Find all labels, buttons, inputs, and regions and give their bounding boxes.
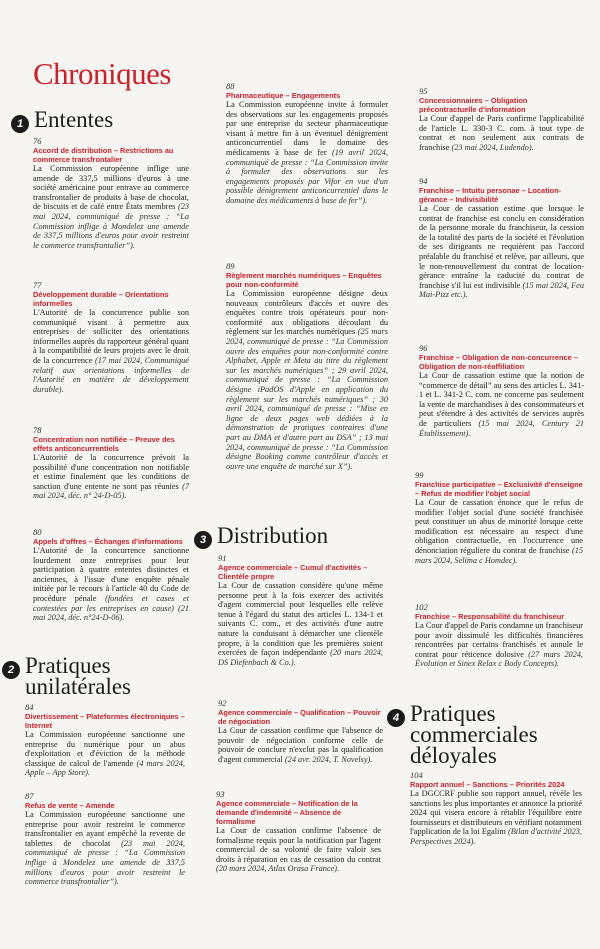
entry-number: 78: [33, 425, 42, 435]
entry-77: [33, 280, 189, 394]
entry-102: [415, 602, 583, 669]
entry-91: [218, 553, 383, 667]
entry-number: 99: [415, 470, 424, 480]
entry-reference: (15 mai 2024, Feu Mai-Pizz etc.).: [419, 280, 585, 300]
entry-number: 76: [33, 136, 42, 146]
entry-number: 104: [410, 770, 423, 780]
entry-text: La Commission européenne sanctionne une entreprise pour avoir restreint le commerce transfrontalier en ayant empêché la revente de tablettes de chocolat: [25, 810, 185, 848]
entry-text: La Cour d'appel de Paris confirme l'applicabilité de l'article L. 330-3 C. com. à tout type de contrat et non seulement aux contrats de franchise: [419, 114, 584, 152]
entry-reference: (4 mars 2024, Apple – App Store).: [25, 758, 186, 778]
entry-number: 89: [226, 261, 235, 271]
entry-89: [226, 261, 388, 471]
entry-reference: (19 avril 2024, communiqué de presse : “La Commission invite à formuler des observations sur les engagements proposés par Vifor en vue d'un possible dénigrement anticoncurrentiel dans le domaine des médicaments à base de fer”).: [226, 147, 389, 205]
entry-title: Rapport annuel – Sanctions – Priorités 2024: [410, 780, 565, 789]
entry-title: Accord de distribution – Restrictions au commerce transfrontalier: [33, 146, 174, 164]
entry-reference: (20 mars 2024, Atlas Orasa France).: [216, 864, 340, 874]
entry-88: [226, 81, 388, 206]
entry-reference: (17 mai 2024, Communiqué relatif aux orientations informelles de l'Autorité en matière de développement durable).: [33, 355, 189, 394]
entry-title: Agence commerciale – Notification de la demande d'indemnité – Absence de formalisme: [216, 799, 358, 826]
entry-title: Agence commerciale – Cumul d'activités – Clientèle propre: [218, 563, 368, 581]
entry-title: Pharmaceutique – Engagements: [226, 91, 341, 100]
entry-text: La Cour d'appel de Paris condamne un franchiseur pour avoir dissimulé les difficultés financières rencontrées par certains franchisés et annule le contrat pour réticence dolosive: [415, 621, 583, 659]
entry-number: 96: [419, 343, 428, 353]
entry-title: Concentration non notifiée – Preuve des effets anticoncurrentiels: [33, 435, 175, 453]
entry-99: [415, 470, 583, 565]
entry-84: [25, 702, 185, 778]
entry-reference: (25 mars 2024, communiqué de presse : “La Commission ouvre des enquêtes pour non-conformité contre Alphabet, Apple et Meta au titre du règlement sur les marchés numériques” ; 29 avril 2024, communiqué de presse : “La Commission désigne iPadOS d'Apple en application du règlement sur les marchés numériques” ; 30 avril 2024, communiqué de presse : “Mise en ligne de deux pages web dédiées à la démonstration de pratiques contraires d'une part au DMA et d'autre part au DSA” ; 13 mai 2024, communiqué de presse : “La Commission désigne Booking comme contrôleur d'accès et ouvre une enquête de marché sur X”).: [226, 327, 388, 471]
entry-95: [419, 86, 584, 152]
entry-number: 95: [419, 86, 428, 96]
section-ententes: [11, 109, 201, 133]
entry-number: 88: [226, 81, 235, 91]
entry-87: [25, 791, 185, 887]
section-title: Ententes: [34, 107, 114, 132]
entry-reference: (24 avr. 2024, T. Novelsy).: [284, 754, 373, 764]
entry-78: [33, 425, 189, 501]
entry-title: Règlement marchés numériques – Enquêtes pour non-conformité: [226, 271, 382, 289]
entry-text: L'Autorité de la concurrence prévoit la possibilité d'une concentration non notifiable et estime finalement que les conditions de sanction d'une entente ne sont pas réunies: [33, 453, 189, 491]
entry-text: La Cour de cassation confirme l'absence de formalisme requis pour la notification par l'agent commercial de sa volonté de faire valoir ses droits à réparation en cas de cessation du contrat: [216, 826, 381, 864]
entry-text: La Cour de cassation estime que lorsque le contrat de franchise est conclu en considération de la personne morale du franchiseur, la cession de la totalité des parts de la société et l'évolution de ses dirigeants ne requièrent pas l'accord préalable du franchisé et relève, par ailleurs, que le non-renouvellement du contrat de location-gérance entraîne la caducité du contrat de franchise s'il lui est indivisible: [419, 204, 584, 290]
entry-title: Refus de vente – Amende: [25, 801, 115, 810]
entry-text: L'Autorité de la concurrence publie son communiqué visant à permettre aux entreprises de solliciter des orientations informelles auprès du rapporteur général quant à la compatibilité de leurs projets avec le droit de la concurrence: [33, 308, 189, 365]
entry-reference: (20 mars 2024, DS Diefenbach & Co.).: [218, 648, 384, 667]
section-title: Distribution: [217, 523, 329, 548]
entry-text: La Commission européenne inflige une amende de 337,5 millions d'euros à une société américaine pour entrave au commerce transfrontalier de produits à base de chocolat, de biscuits et de café entre États membres: [33, 164, 189, 212]
entry-93: [216, 789, 381, 874]
entry-text: La Cour de cassation considère qu'une même personne peut à la fois exercer des activités d'agent commercial pour lesquelles elle relève tenue à l'égard du statut des articles L. 134-1 et suivants C. com., et des activités d'une autre nature la conduisant à démarcher une clientèle propre, à la condition que les premières soient exercées de façon indépendante: [218, 581, 383, 658]
entry-text: L'Autorité de la concurrence sanctionne lourdement onze entreprises pour leur participation à quatre ententes distinctes et anciennes, à l'issue d'une enquête pénale initiée par le recours à l'article 40 du Code de procédure pénale: [33, 546, 189, 603]
entry-reference: (fondées et cases et contestées par les entreprises en cause) (21 mai 2024, déc. n°24-D-06).: [33, 593, 189, 623]
entry-title: Franchise – Intuitu personae – Location-gérance – Indivisibilité: [419, 186, 562, 204]
section-number-badge: 2: [2, 661, 20, 679]
entry-title: Agence commerciale – Qualification – Pouvoir de négociation: [218, 708, 381, 726]
entry-reference: (23 mai 2024, communiqué de presse : “La Commission inflige à Mondelez une amende de 337,5 millions d'euros pour avoir restreint le commerce transfrontalier”).: [25, 838, 186, 887]
entry-number: 80: [33, 527, 42, 537]
entry-text: La DGCCRF publie son rapport annuel, révèle les sanctions les plus importantes et annonce la priorité 2024 qui visera encore à rétablir l'équilibre entre fournisseurs et distributeurs en vérifiant notamment l'application de la loi Egalim: [410, 789, 582, 837]
section-pratiques-commerciales-deloyales: [387, 703, 587, 766]
entry-92: [218, 698, 383, 764]
entry-reference: (23 mai 2024, Ludendo).: [451, 142, 534, 152]
entry-reference: (27 mars 2024, Évolution et Sinex Relax c Body Concepts).: [415, 649, 583, 669]
page-title: Chroniques: [33, 56, 171, 91]
entry-number: 92: [218, 698, 227, 708]
entry-number: 84: [25, 702, 34, 712]
entry-title: Franchise participative – Exclusivité d'enseigne – Refus de modifier l'objet social: [415, 480, 583, 498]
entry-title: Franchise – Obligation de non-concurrence – Obligation de non-réaffiliation: [419, 353, 578, 371]
entry-80: [33, 527, 189, 623]
entry-text: La Cour de cassation confirme que l'absence de pouvoir de négociation conforme celle de pouvoir de conclure n'exclut pas la qualification d'agent commercial: [218, 726, 383, 764]
entry-104: [410, 770, 582, 847]
entry-text: La Cour de cassation estime que la notion de “commerce de détail” au sens des articles L. 341-1 et L. 341-2 C. com. ne concerne pas seulement la vente de marchandises à des consommateurs et peut s'étendre à des activités de services auprès de particuliers: [419, 371, 584, 428]
entry-number: 91: [218, 553, 227, 563]
entry-title: Divertissement – Plateformes électroniques – Internet: [25, 712, 185, 730]
entry-number: 77: [33, 280, 42, 290]
entry-number: 102: [415, 602, 428, 612]
entry-number: 87: [25, 791, 34, 801]
section-number-badge: 3: [194, 531, 212, 549]
entry-text: La Commission européenne sanctionne une entreprise du numérique pour un abus d'exploitation et d'éviction de la méthode classique de calcul de l'amende: [25, 730, 185, 768]
entry-text: La Commission européenne désigne deux nouveaux contrôleurs d'accès et ouvre des enquêtes contre trois opérateurs pour non-conformité aux obligations découlant du règlement sur les marchés numériques: [226, 289, 388, 337]
entry-title: Concessionnaires – Obligation précontractuelle d'information: [419, 96, 528, 114]
section-title: Pratiques unilatérales: [25, 653, 132, 699]
entry-text: La Commission européenne invite à formuler des observations sur les engagements proposés par une entreprise du secteur pharmaceutique visant à mettre fin à un éventuel dénigrement anticoncurrentiel dans le domaine des médicaments à base de fer: [226, 100, 388, 157]
section-distribution: [194, 525, 394, 549]
section-title: Pratiques commerciales déloyales: [410, 701, 538, 768]
entry-title: Franchise – Responsabilité du franchiseur: [415, 612, 565, 621]
entry-96: [419, 343, 584, 438]
entry-number: 93: [216, 789, 225, 799]
entry-76: [33, 136, 189, 250]
section-number-badge: 4: [387, 709, 405, 727]
section-pratiques-unilaterales: [2, 655, 197, 697]
entry-reference: (23 mai 2024, communiqué de presse : “La Commission inflige à Mondelez une amende de 337,5 millions d'euros pour avoir restreint le commerce transfrontalier”).: [33, 202, 190, 250]
entry-text: La Cour de cassation énonce que le refus de modifier l'objet social d'une société franchisée peut constituer un abus de minorité lorsque cette modification est nécessaire au respect d'une obligation contractuelle, en l'occurrence une dénonciation réguliere du contrat de franchise: [415, 498, 583, 555]
entry-reference: (15 mars 2024, Selima c Homdec).: [415, 545, 583, 565]
entry-94: [419, 176, 584, 300]
section-number-badge: 1: [11, 115, 29, 133]
entry-title: Développement durable – Orientations informelles: [33, 290, 169, 308]
entry-reference: (7 mai 2024, déc. n° 24-D-05).: [33, 481, 189, 501]
entry-title: Appels d'offres – Échanges d'informations: [33, 537, 183, 546]
entry-number: 94: [419, 176, 428, 186]
entry-reference: (Bilan d'activité 2023, Perspectives 2024).: [410, 827, 582, 846]
entry-reference: (15 mai 2024, Century 21 Établissement).: [419, 418, 584, 438]
